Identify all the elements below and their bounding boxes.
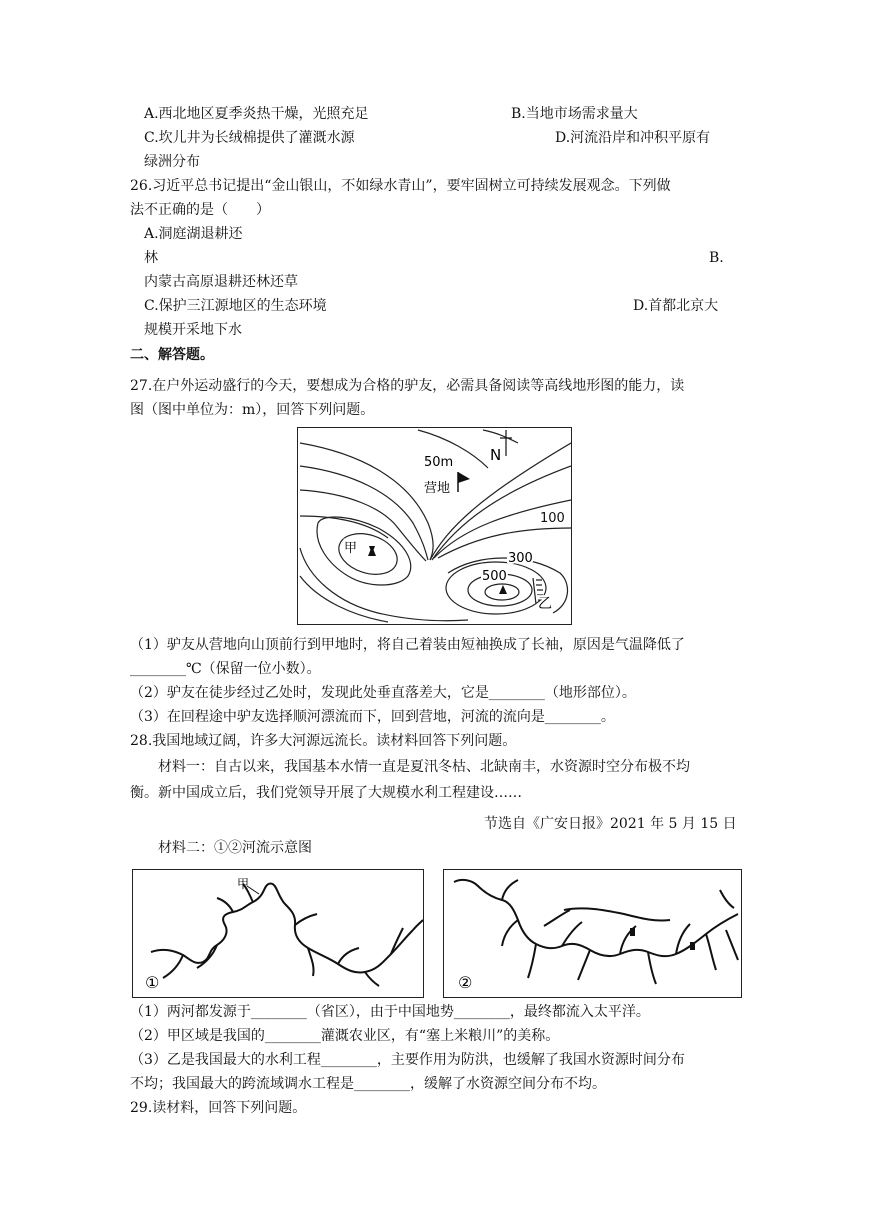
q28-sub3-cont: 不均；我国最大的跨流域调水工程是________，缓解了水资源空间分布不均。 <box>130 1076 606 1092</box>
river-map-1 <box>132 869 424 998</box>
q28-source: 节选自《广安日报》2021 年 5 月 15 日 <box>484 816 737 832</box>
q26-option-a-cont: 林 <box>144 250 158 266</box>
q25-option-d: D.河流沿岸和冲积平原有 <box>555 130 711 146</box>
q26-stem-cont: 法不正确的是（ ） <box>130 202 270 218</box>
label-100: 100 <box>540 511 565 526</box>
q25-option-b: B.当地市场需求量大 <box>511 106 638 122</box>
river-map-1-drawing <box>133 870 423 997</box>
q28-sub3: （3）乙是我国最大的水利工程________，主要作用为防洪，也缓解了我国水资源时间分布 <box>130 1052 685 1068</box>
label-500: 500 <box>482 569 507 584</box>
q27-stem: 27.在户外运动盛行的今天，要想成为合格的驴友，必需具备阅读等高线地形图的能力，读 <box>130 378 685 394</box>
map2-number: ② <box>458 973 473 992</box>
q28-material1-cont: 衡。新中国成立后，我们党领导开展了大规模水利工程建设…… <box>130 785 522 801</box>
q29-stem: 29.读材料，回答下列问题。 <box>130 1100 307 1116</box>
q27-sub1-cont: ________℃（保留一位小数）。 <box>130 661 321 677</box>
contour-map-drawing <box>298 428 571 624</box>
q26-option-d-cont: 规模开采地下水 <box>144 322 242 338</box>
q25-option-c: C.坎儿井为长绒棉提供了灌溉水源 <box>144 130 355 146</box>
map1-label-jia: 甲 <box>237 877 250 891</box>
q27-sub3: （3）在回程途中驴友选择顺河漂流而下，回到营地，河流的流向是________。 <box>130 709 615 725</box>
q26-option-b: B. <box>709 250 724 266</box>
river-map-2 <box>443 869 742 998</box>
q27-stem-cont: 图（图中单位为：m），回答下列问题。 <box>130 402 375 418</box>
label-north: N <box>490 446 502 464</box>
q26-option-a: A.洞庭湖退耕还 <box>144 226 243 242</box>
label-camp: 营地 <box>424 481 451 496</box>
q28-sub1: （1）两河都发源于________（省区），由于中国地势________，最终都流入太平洋。 <box>130 1004 650 1020</box>
label-yi: 乙 <box>538 596 552 612</box>
label-50m: 50m <box>424 455 454 470</box>
label-300: 300 <box>508 551 533 566</box>
q27-sub1: （1）驴友从营地向山顶前行到甲地时，将自己着装由短袖换成了长袖，原因是气温降低了 <box>130 637 685 653</box>
q28-material2: 材料二：①②河流示意图 <box>158 840 312 856</box>
q26-option-d: D.首都北京大 <box>633 298 719 314</box>
q27-sub2: （2）驴友在徒步经过乙处时，发现此处垂直落差大，它是________（地形部位）。 <box>130 685 636 701</box>
label-jia: 甲 <box>344 541 358 556</box>
q25-option-a: A.西北地区夏季炎热干燥，光照充足 <box>144 106 369 122</box>
q25-option-d-cont: 绿洲分布 <box>144 154 200 170</box>
contour-map <box>297 427 572 625</box>
q28-material1: 材料一：自古以来，我国基本水情一直是夏汛冬枯、北缺南丰，水资源时空分布极不均 <box>158 759 690 775</box>
q28-sub2: （2）甲区域是我国的________灌溉农业区，有“塞上米粮川”的美称。 <box>130 1028 560 1044</box>
q28-stem: 28.我国地域辽阔，许多大河源远流长。读材料回答下列问题。 <box>130 733 517 749</box>
q26-option-c: C.保护三江源地区的生态环境 <box>144 298 327 314</box>
map1-number: ① <box>145 973 160 992</box>
q26-option-b-cont: 内蒙古高原退耕还林还草 <box>144 274 298 290</box>
river-map-2-drawing <box>444 870 741 997</box>
section-heading: 二、解答题。 <box>130 347 214 363</box>
q26-stem: 26.习近平总书记提出“金山银山，不如绿水青山”，要牢固树立可持续发展观念。下列做 <box>130 178 671 194</box>
